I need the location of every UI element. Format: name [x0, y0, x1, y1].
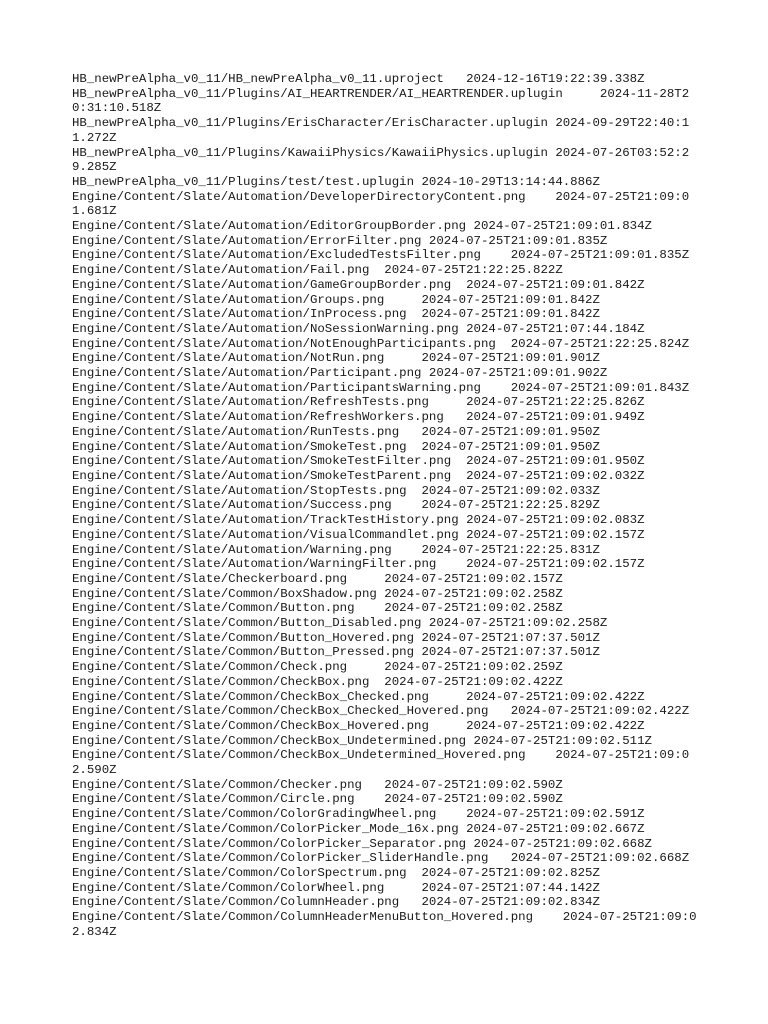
file-entry: Engine/Content/Slate/Automation/RefreshWorkers.png 2024-07-25T21:09:01.949Z [72, 410, 645, 425]
file-entry: Engine/Content/Slate/Automation/RefreshTests.png 2024-07-25T21:22:25.826Z [72, 395, 645, 410]
file-entry: Engine/Content/Slate/Common/CheckBox.png 2024-07-25T21:09:02.422Z [72, 674, 563, 689]
file-entry: Engine/Content/Slate/Automation/DeveloperDirectoryContent.png 2024-07-25T21:09:01.681Z [72, 189, 690, 219]
file-listing [72, 72, 702, 939]
file-entry: HB_newPreAlpha_v0_11/Plugins/test/test.uplugin 2024-10-29T13:14:44.886Z [72, 174, 600, 189]
file-entry: Engine/Content/Slate/Automation/SmokeTest.png 2024-07-25T21:09:01.950Z [72, 439, 600, 454]
file-entry: Engine/Content/Slate/Automation/ErrorFilter.png 2024-07-25T21:09:01.835Z [72, 233, 608, 248]
file-entry: Engine/Content/Slate/Automation/InProcess.png 2024-07-25T21:09:01.842Z [72, 307, 600, 322]
file-entry: Engine/Content/Slate/Automation/ParticipantsWarning.png 2024-07-25T21:09:01.843Z [72, 380, 690, 395]
file-entry: Engine/Content/Slate/Common/CheckBox_Checked_Hovered.png 2024-07-25T21:09:02.422Z [72, 704, 690, 719]
file-entry: Engine/Content/Slate/Automation/NotEnoughParticipants.png 2024-07-25T21:22:25.824Z [72, 336, 690, 351]
file-entry: Engine/Content/Slate/Common/CheckBox_Undetermined_Hovered.png 2024-07-25T21:09:02.590Z [72, 748, 690, 778]
file-entry: HB_newPreAlpha_v0_11/Plugins/AI_HEARTRENDER/AI_HEARTRENDER.uplugin 2024-11-28T20:31:10.518Z [72, 86, 690, 116]
file-entry: Engine/Content/Slate/Common/CheckBox_Undetermined.png 2024-07-25T21:09:02.511Z [72, 733, 652, 748]
file-entry: Engine/Content/Slate/Common/BoxShadow.png 2024-07-25T21:09:02.258Z [72, 586, 563, 601]
file-entry: Engine/Content/Slate/Automation/Groups.png 2024-07-25T21:09:01.842Z [72, 292, 600, 307]
file-entry: Engine/Content/Slate/Common/ColorWheel.png 2024-07-25T21:07:44.142Z [72, 880, 600, 895]
file-entry: Engine/Content/Slate/Automation/GameGroupBorder.png 2024-07-25T21:09:01.842Z [72, 277, 645, 292]
file-entry: Engine/Content/Slate/Common/ColorSpectrum.png 2024-07-25T21:09:02.825Z [72, 865, 600, 880]
file-entry: Engine/Content/Slate/Common/Circle.png 2024-07-25T21:09:02.590Z [72, 792, 563, 807]
file-entry: Engine/Content/Slate/Common/CheckBox_Hovered.png 2024-07-25T21:09:02.422Z [72, 718, 645, 733]
file-entry: HB_newPreAlpha_v0_11/Plugins/ErisCharacter/ErisCharacter.uplugin 2024-09-29T22:40:11.272Z [72, 116, 690, 145]
file-entry: Engine/Content/Slate/Checkerboard.png 2024-07-25T21:09:02.157Z [72, 571, 563, 586]
file-entry: Engine/Content/Slate/Automation/StopTests.png 2024-07-25T21:09:02.033Z [72, 483, 600, 498]
file-entry: Engine/Content/Slate/Common/Button.png 2024-07-25T21:09:02.258Z [72, 601, 563, 616]
file-entry: Engine/Content/Slate/Automation/NoSessionWarning.png 2024-07-25T21:07:44.184Z [72, 321, 645, 336]
file-entry: Engine/Content/Slate/Automation/Warning.png 2024-07-25T21:22:25.831Z [72, 542, 600, 557]
file-entry: Engine/Content/Slate/Common/Button_Hovered.png 2024-07-25T21:07:37.501Z [72, 630, 600, 645]
file-entry: Engine/Content/Slate/Automation/WarningFilter.png 2024-07-25T21:09:02.157Z [72, 557, 645, 572]
file-entry: Engine/Content/Slate/Common/Button_Disabled.png 2024-07-25T21:09:02.258Z [72, 616, 608, 631]
file-entry: Engine/Content/Slate/Common/Button_Pressed.png 2024-07-25T21:07:37.501Z [72, 645, 600, 660]
file-entry: Engine/Content/Slate/Automation/SmokeTestParent.png 2024-07-25T21:09:02.032Z [72, 468, 645, 483]
file-entry: Engine/Content/Slate/Automation/SmokeTestFilter.png 2024-07-25T21:09:01.950Z [72, 454, 645, 469]
file-entry: Engine/Content/Slate/Automation/NotRun.png 2024-07-25T21:09:01.901Z [72, 351, 600, 366]
file-entry: Engine/Content/Slate/Automation/RunTests.png 2024-07-25T21:09:01.950Z [72, 424, 600, 439]
file-entry: HB_newPreAlpha_v0_11/HB_newPreAlpha_v0_11.uproject 2024-12-16T19:22:39.338Z [72, 72, 645, 86]
file-entry: Engine/Content/Slate/Common/CheckBox_Checked.png 2024-07-25T21:09:02.422Z [72, 689, 645, 704]
file-entry: Engine/Content/Slate/Common/Check.png 2024-07-25T21:09:02.259Z [72, 660, 563, 675]
file-entry: Engine/Content/Slate/Common/ColorPicker_Separator.png 2024-07-25T21:09:02.668Z [72, 836, 652, 851]
file-entry: Engine/Content/Slate/Automation/Success.png 2024-07-25T21:22:25.829Z [72, 498, 600, 513]
file-entry: Engine/Content/Slate/Automation/TrackTestHistory.png 2024-07-25T21:09:02.083Z [72, 513, 645, 528]
file-entry: Engine/Content/Slate/Automation/Fail.png 2024-07-25T21:22:25.822Z [72, 263, 563, 278]
file-entry: Engine/Content/Slate/Automation/ExcludedTestsFilter.png 2024-07-25T21:09:01.835Z [72, 248, 690, 263]
file-entry: HB_newPreAlpha_v0_11/Plugins/KawaiiPhysics/KawaiiPhysics.uplugin 2024-07-26T03:52:29.285Z [72, 145, 690, 175]
file-entry: Engine/Content/Slate/Common/ColumnHeader.png 2024-07-25T21:09:02.834Z [72, 895, 600, 910]
file-entry: Engine/Content/Slate/Automation/Participant.png 2024-07-25T21:09:01.902Z [72, 366, 608, 381]
file-entry: Engine/Content/Slate/Automation/VisualCommandlet.png 2024-07-25T21:09:02.157Z [72, 527, 645, 542]
file-entry: Engine/Content/Slate/Common/ColumnHeaderMenuButton_Hovered.png 2024-07-25T21:09:02.834Z [72, 910, 697, 939]
file-entry: Engine/Content/Slate/Common/ColorPicker_SliderHandle.png 2024-07-25T21:09:02.668Z [72, 851, 690, 866]
file-entry: Engine/Content/Slate/Common/ColorPicker_Mode_16x.png 2024-07-25T21:09:02.667Z [72, 821, 645, 836]
file-entry: Engine/Content/Slate/Automation/EditorGroupBorder.png 2024-07-25T21:09:01.834Z [72, 219, 652, 234]
file-entry: Engine/Content/Slate/Common/ColorGradingWheel.png 2024-07-25T21:09:02.591Z [72, 807, 645, 822]
file-entry: Engine/Content/Slate/Common/Checker.png 2024-07-25T21:09:02.590Z [72, 777, 563, 792]
